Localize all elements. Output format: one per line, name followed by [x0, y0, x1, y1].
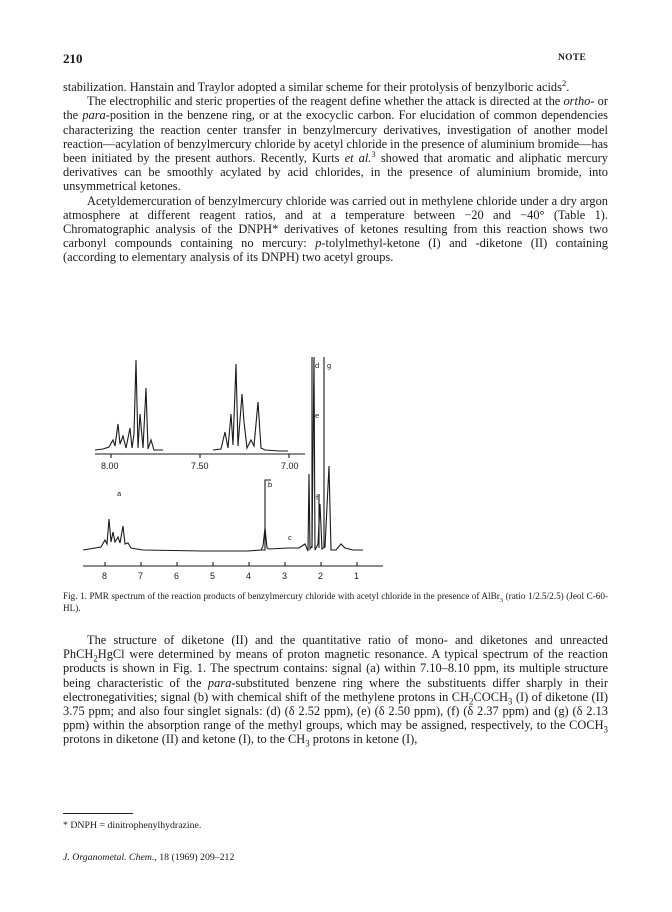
footnote-divider — [63, 813, 133, 814]
spectrum-plot — [83, 354, 543, 584]
main-tick-6: 6 — [174, 571, 180, 581]
inset-tick-7.50: 7.50 — [191, 461, 209, 471]
peak-label-b: b — [268, 480, 273, 489]
footnote: * DNPH = dinitrophenylhydrazine. — [63, 820, 202, 831]
paragraph-2: The electrophilic and steric properties of the reagent define whether the attack is directed at the ortho- or the para-position in the benzene ring, or at the exocyclic carbon. For elucidation of common dependencies characterizing the reaction center transfer in benzylmercury derivatives, investigation of another model reaction—acylation of benzylmercury chloride by acetyl chloride in the presence of aluminium bromide—has been initiated by the present authors. Recently, Kurts et al.$^3$ showed that aromatic and aliphatic mercury derivatives can be smoothly acylated by acid chlorides, in the presence of aluminium bromide, into unsymmetrical ketones. — [63, 94, 608, 194]
main-tick-1: 1 — [354, 571, 360, 581]
peak-label-f: f — [316, 493, 319, 502]
inset-tick-7.00: 7.00 — [281, 461, 299, 471]
paragraph-3: Acetyldemercuration of benzylmercury chloride was carried out in methylene chloride under a dry argon atmosphere at different reagent ratios, and at a temperature between −20 and −40° (Table 1). Chromatographic analysis of the DNPH* derivatives of ketones resulting from this reaction shows two carbonyl compounds containing no mercury: p-tolylmethyl-ketone (I) and -diketone (II) containing (according to elementary analysis of its DNPH) two acetyl groups. — [63, 193, 608, 265]
paragraph-4: The structure of diketone (II) and the quantitative ratio of mono- and diketones and unreacted PhCH$_2$HgCl were determined by means of proton magnetic resonance. A typical spectrum of the reaction products is shown in Fig. 1. The spectrum contains: signal (a) within 7.10–8.10 ppm, its multiple structure being characteristic of the para-substituted benzene ring where the substituents differ sharply in their electronegativities; signal (b) with chemical shift of the methylene protons in $CH_2COCH_3$ (I) of diketone (II) 3.75 ppm; and also four singlet signals: (d) (δ 2.52 ppm), (e) (δ 2.50 ppm), (f) (δ 2.37 ppm) and (g) (δ 2.13 ppm) within the absorption range of the methyl groups, which may be assigned, respectively, to the $COCH_3$ protons in diketone (II) and ketone (I), to the $CH_3$ protons in ketone (I), — [63, 633, 609, 749]
main-tick-5: 5 — [210, 571, 216, 581]
running-head: NOTE — [558, 53, 587, 63]
peak-label-g: g — [327, 361, 332, 370]
pmr-spectrum-figure — [83, 354, 543, 584]
main-tick-4: 4 — [246, 571, 252, 581]
inset-tick-8.00: 8.00 — [101, 461, 119, 471]
inset-trace-right — [213, 364, 288, 451]
inset-trace-left — [95, 360, 163, 450]
main-tick-2: 2 — [318, 571, 324, 581]
peak-label-e: e — [315, 411, 320, 420]
main-tick-8: 8 — [102, 571, 108, 581]
body-text-bottom — [63, 633, 608, 747]
peak-label-a: a — [117, 489, 122, 498]
page-number: 210 — [63, 51, 83, 66]
paragraph-1: stabilization. Hanstain and Traylor adopted a similar scheme for their protolysis of benzylboric acids$^2$. — [63, 77, 570, 94]
peak-label-d: d — [315, 361, 320, 370]
body-text-top — [63, 77, 608, 265]
main-tick-7: 7 — [138, 571, 144, 581]
figure-caption: Fig. 1. PMR spectrum of the reaction products of benzylmercury chloride with acetyl chloride in the presence of AlBr$_3$ (ratio 1/2.5/2.5) (Jeol C-60-HL). — [63, 591, 609, 613]
main-tick-3: 3 — [282, 571, 288, 581]
journal-citation: J. Organometal. Chem., 18 (1969) 209–212 — [63, 852, 235, 863]
peak-label-c: c — [288, 533, 292, 542]
